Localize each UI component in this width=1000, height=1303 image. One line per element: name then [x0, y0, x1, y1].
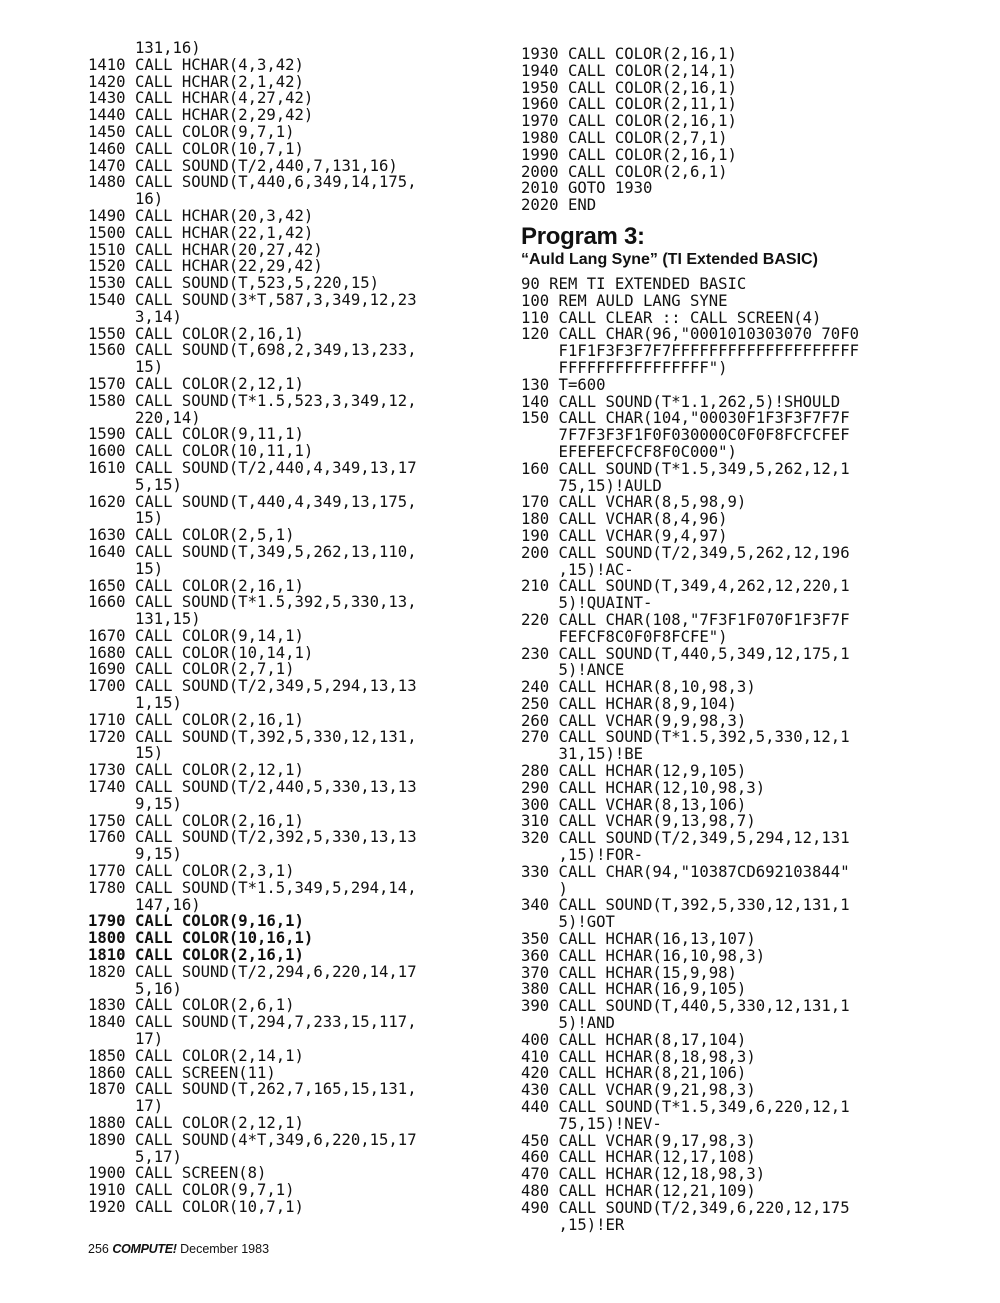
code-line: 1550 CALL COLOR(2,16,1)	[88, 324, 304, 343]
code-line: 1970 CALL COLOR(2,16,1)	[521, 112, 737, 131]
code-line: 5,17)	[88, 1147, 182, 1166]
code-line: ,15)!AC-	[521, 560, 634, 579]
code-line: )	[521, 879, 568, 898]
code-line: F1F1F3F3F7F7FFFFFFFFFFFFFFFFFFFF	[521, 342, 859, 361]
code-line: 440 CALL SOUND(T*1.5,349,6,220,12,1	[521, 1098, 850, 1117]
code-line: 1520 CALL HCHAR(22,29,42)	[88, 257, 323, 276]
code-line: 460 CALL HCHAR(12,17,108)	[521, 1148, 756, 1167]
code-line: 250 CALL HCHAR(8,9,104)	[521, 694, 737, 713]
code-line: 1500 CALL HCHAR(22,1,42)	[88, 223, 314, 242]
code-line: 320 CALL SOUND(T/2,349,5,294,12,131	[521, 829, 850, 848]
program-3-listing	[521, 276, 941, 1233]
code-line: 1530 CALL SOUND(T,523,5,220,15)	[88, 274, 380, 293]
code-line: 1640 CALL SOUND(T,349,5,262,13,110,	[88, 542, 417, 561]
code-line: 420 CALL HCHAR(8,21,106)	[521, 1064, 747, 1083]
code-line: 450 CALL VCHAR(9,17,98,3)	[521, 1131, 756, 1150]
code-line: 9,15)	[88, 794, 182, 813]
code-line: 90 REM TI EXTENDED BASIC	[521, 274, 747, 293]
code-line: 150 CALL CHAR(104,"00030F1F3F3F7F7F	[521, 409, 850, 428]
code-line: 5,16)	[88, 979, 182, 998]
code-line: 1450 CALL COLOR(9,7,1)	[88, 122, 295, 141]
code-line: 390 CALL SOUND(T,440,5,330,12,131,1	[521, 997, 850, 1016]
code-line: 1540 CALL SOUND(3*T,587,3,349,12,23	[88, 290, 417, 309]
code-line: 75,15)!NEV-	[521, 1114, 662, 1133]
code-line: 470 CALL HCHAR(12,18,98,3)	[521, 1165, 766, 1184]
code-line: 1700 CALL SOUND(T/2,349,5,294,13,13	[88, 677, 417, 696]
code-line: 1620 CALL SOUND(T,440,4,349,13,175,	[88, 492, 417, 511]
code-line: 360 CALL HCHAR(16,10,98,3)	[521, 946, 766, 965]
code-line: 350 CALL HCHAR(16,13,107)	[521, 930, 756, 949]
code-line: 31,15)!BE	[521, 745, 644, 764]
code-line: 220 CALL CHAR(108,"7F3F1F070F1F3F7F	[521, 610, 850, 629]
code-line: 370 CALL HCHAR(15,9,98)	[521, 963, 737, 982]
code-line: 1660 CALL SOUND(T*1.5,392,5,330,13,	[88, 593, 417, 612]
code-line: 1680 CALL COLOR(10,14,1)	[88, 643, 314, 662]
code-line: 220,14)	[88, 408, 201, 427]
code-line: 1720 CALL SOUND(T,392,5,330,12,131,	[88, 727, 417, 746]
code-line: 1770 CALL COLOR(2,3,1)	[88, 862, 295, 881]
code-line: 1420 CALL HCHAR(2,1,42)	[88, 72, 304, 91]
code-line: 15)	[88, 559, 164, 578]
code-line: 5)!GOT	[521, 913, 615, 932]
code-line: 1740 CALL SOUND(T/2,440,5,330,13,13	[88, 778, 417, 797]
left-code-column	[88, 40, 508, 1216]
code-line: 5)!AND	[521, 1014, 615, 1033]
code-line: 380 CALL HCHAR(16,9,105)	[521, 980, 747, 999]
code-line: 1760 CALL SOUND(T/2,392,5,330,13,13	[88, 828, 417, 847]
code-line: 270 CALL SOUND(T*1.5,392,5,330,12,1	[521, 728, 850, 747]
code-line: 1920 CALL COLOR(10,7,1)	[88, 1197, 304, 1216]
code-line: 430 CALL VCHAR(9,21,98,3)	[521, 1081, 756, 1100]
code-line: 200 CALL SOUND(T/2,349,5,262,12,196	[521, 543, 850, 562]
code-line: 1690 CALL COLOR(2,7,1)	[88, 660, 295, 679]
code-line: 140 CALL SOUND(T*1.1,262,5)!SHOULD	[521, 392, 841, 411]
code-line: 1490 CALL HCHAR(20,3,42)	[88, 206, 314, 225]
code-line: 5)!ANCE	[521, 661, 625, 680]
issue-date: December 1983	[180, 1242, 270, 1256]
code-line: 1790 CALL COLOR(9,16,1)	[88, 912, 304, 931]
code-line: 1600 CALL COLOR(10,11,1)	[88, 442, 314, 461]
code-line: 110 CALL CLEAR :: CALL SCREEN(4)	[521, 308, 822, 327]
code-line: 1850 CALL COLOR(2,14,1)	[88, 1046, 304, 1065]
code-line: 280 CALL HCHAR(12,9,105)	[521, 762, 747, 781]
code-line: 290 CALL HCHAR(12,10,98,3)	[521, 778, 766, 797]
code-line: 2010 GOTO 1930	[521, 179, 653, 198]
code-line: 7F7F3F3F1F0F030000C0F0F8FCFCFEF	[521, 426, 850, 445]
code-line: 1990 CALL COLOR(2,16,1)	[521, 145, 737, 164]
code-line: 120 CALL CHAR(96,"0001010303070 70F0	[521, 325, 859, 344]
code-line: 1710 CALL COLOR(2,16,1)	[88, 710, 304, 729]
code-line: 1930 CALL COLOR(2,16,1)	[521, 45, 737, 63]
magazine-name: COMPUTE!	[112, 1242, 177, 1256]
code-line: 340 CALL SOUND(T,392,5,330,12,131,1	[521, 896, 850, 915]
code-line: 1580 CALL SOUND(T*1.5,523,3,349,12,	[88, 391, 417, 410]
code-line: 1960 CALL COLOR(2,11,1)	[521, 95, 737, 114]
code-line: 16)	[88, 190, 164, 209]
program-3-title: Program 3:	[521, 222, 645, 250]
code-line: 1950 CALL COLOR(2,16,1)	[521, 78, 737, 97]
code-line: 1,15)	[88, 694, 182, 713]
code-line: FFFFFFFFFFFFFFFF")	[521, 358, 728, 377]
code-line: 2000 CALL COLOR(2,6,1)	[521, 162, 728, 181]
code-line: 1650 CALL COLOR(2,16,1)	[88, 576, 304, 595]
code-line: 2020 END	[521, 196, 597, 215]
code-line: 1890 CALL SOUND(4*T,349,6,220,15,17	[88, 1130, 417, 1149]
code-line: ,15)!ER	[521, 1215, 625, 1234]
code-line: 15)	[88, 744, 164, 763]
code-line: 9,15)	[88, 845, 182, 864]
code-line: 1470 CALL SOUND(T/2,440,7,131,16)	[88, 156, 398, 175]
page-footer	[88, 1242, 269, 1256]
code-line: 1910 CALL COLOR(9,7,1)	[88, 1181, 295, 1200]
code-line: 1610 CALL SOUND(T/2,440,4,349,13,17	[88, 458, 417, 477]
code-line: 300 CALL VCHAR(8,13,106)	[521, 795, 747, 814]
code-line: 1410 CALL HCHAR(4,3,42)	[88, 55, 304, 74]
code-line: 1460 CALL COLOR(10,7,1)	[88, 139, 304, 158]
code-line: 1940 CALL COLOR(2,14,1)	[521, 61, 737, 80]
code-line: 1840 CALL SOUND(T,294,7,233,15,117,	[88, 1013, 417, 1032]
code-line: 1440 CALL HCHAR(2,29,42)	[88, 106, 314, 125]
code-line: 5)!QUAINT-	[521, 594, 653, 613]
program-3-subtitle: “Auld Lang Syne” (TI Extended BASIC)	[521, 250, 818, 268]
code-line: 160 CALL SOUND(T*1.5,349,5,262,12,1	[521, 459, 850, 478]
code-line: 1780 CALL SOUND(T*1.5,349,5,294,14,	[88, 878, 417, 897]
code-line: 1750 CALL COLOR(2,16,1)	[88, 811, 304, 830]
code-line: 260 CALL VCHAR(9,9,98,3)	[521, 711, 747, 730]
code-line: 180 CALL VCHAR(8,4,96)	[521, 510, 728, 529]
code-line: 1880 CALL COLOR(2,12,1)	[88, 1114, 304, 1132]
code-line: 1510 CALL HCHAR(20,27,42)	[88, 240, 323, 259]
code-line: 1670 CALL COLOR(9,14,1)	[88, 626, 304, 645]
code-line: 1900 CALL SCREEN(8)	[88, 1164, 267, 1183]
code-line: FEFCF8C0F0F8FCFE")	[521, 627, 728, 646]
code-line: 131,15)	[88, 610, 201, 629]
code-line: 1480 CALL SOUND(T,440,6,349,14,175,	[88, 173, 417, 192]
code-line: 17)	[88, 1030, 164, 1049]
code-line: 1630 CALL COLOR(2,5,1)	[88, 526, 295, 545]
code-line: 1980 CALL COLOR(2,7,1)	[521, 128, 728, 147]
code-line: 1870 CALL SOUND(T,262,7,165,15,131,	[88, 1080, 417, 1099]
code-line: 17)	[88, 1097, 164, 1116]
code-line: 1860 CALL SCREEN(11)	[88, 1063, 276, 1082]
right-code-column	[521, 46, 941, 1233]
code-line: 1430 CALL HCHAR(4,27,42)	[88, 89, 314, 108]
code-line: 210 CALL SOUND(T,349,4,262,12,220,1	[521, 577, 850, 596]
code-line: 400 CALL HCHAR(8,17,104)	[521, 1030, 747, 1049]
program-listing-end	[521, 46, 941, 214]
code-line: 5,15)	[88, 475, 182, 494]
code-line: 410 CALL HCHAR(8,18,98,3)	[521, 1047, 756, 1066]
code-line: 3,14)	[88, 307, 182, 326]
code-line: 480 CALL HCHAR(12,21,109)	[521, 1182, 756, 1200]
code-line: 75,15)!AULD	[521, 476, 662, 495]
code-line: 170 CALL VCHAR(8,5,98,9)	[521, 493, 747, 512]
code-line: 330 CALL CHAR(94,"10387CD692103844"	[521, 862, 850, 881]
code-line: 1730 CALL COLOR(2,12,1)	[88, 761, 304, 780]
code-line: ,15)!FOR-	[521, 846, 644, 865]
code-line: 1830 CALL COLOR(2,6,1)	[88, 996, 295, 1015]
code-line: 190 CALL VCHAR(9,4,97)	[521, 526, 728, 545]
code-line: 130 T=600	[521, 375, 606, 394]
code-line: 1800 CALL COLOR(10,16,1)	[88, 929, 314, 948]
code-line: 100 REM AULD LANG SYNE	[521, 291, 728, 310]
code-line: 1560 CALL SOUND(T,698,2,349,13,233,	[88, 341, 417, 360]
code-line: 310 CALL VCHAR(9,13,98,7)	[521, 812, 756, 831]
code-line: 1590 CALL COLOR(9,11,1)	[88, 425, 304, 444]
code-line: 147,16)	[88, 895, 201, 914]
code-line: 1570 CALL COLOR(2,12,1)	[88, 374, 304, 393]
code-line: 15)	[88, 358, 164, 377]
code-line: 1820 CALL SOUND(T/2,294,6,220,14,17	[88, 962, 417, 981]
code-line: EFEFEFCFCF8F0C000")	[521, 442, 737, 461]
code-line: 131,16)	[88, 39, 201, 57]
code-line: 230 CALL SOUND(T,440,5,349,12,175,1	[521, 644, 850, 663]
code-line: 1810 CALL COLOR(2,16,1)	[88, 946, 304, 965]
program-listing-continued	[88, 40, 508, 1216]
code-line: 15)	[88, 509, 164, 528]
page-number: 256	[88, 1242, 109, 1256]
code-line: 490 CALL SOUND(T/2,349,6,220,12,175	[521, 1198, 850, 1217]
code-line: 240 CALL HCHAR(8,10,98,3)	[521, 678, 756, 697]
